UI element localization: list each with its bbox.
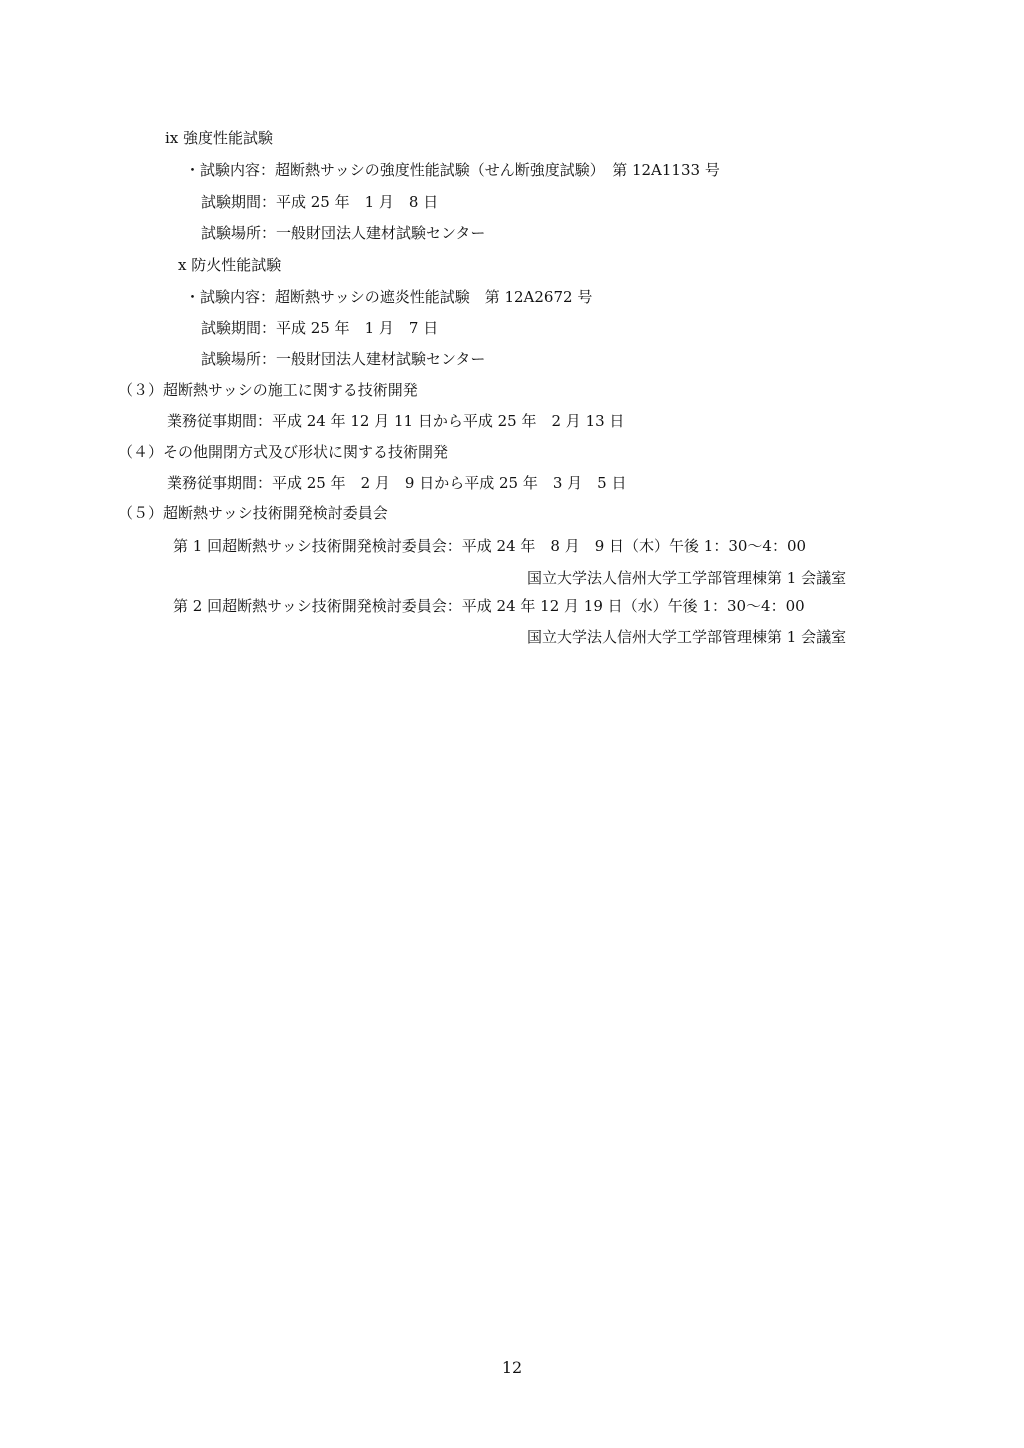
section-3-work-period: 業務従事期間：平成 24 年 12 月 11 日から平成 25 年 2 月 13 日 <box>167 412 625 430</box>
section-3-heading: （３）超断熱サッシの施工に関する技術開発 <box>118 381 418 399</box>
section-x-test-place: 試験場所：一般財団法人建材試験センター <box>201 350 486 368</box>
section-ix-test-place: 試験場所：一般財団法人建材試験センター <box>201 224 486 242</box>
section-4-work-period: 業務従事期間：平成 25 年 2 月 9 日から平成 25 年 3 月 5 日 <box>167 474 627 492</box>
meeting-1-venue: 国立大学法人信州大学工学部管理棟第 1 会議室 <box>527 569 847 587</box>
section-ix-heading: ⅸ 強度性能試験 <box>165 129 274 147</box>
section-ix-test-period: 試験期間：平成 25 年 1 月 8 日 <box>201 193 439 211</box>
meeting-2-schedule: 第 2 回超断熱サッシ技術開発検討委員会：平成 24 年 12 月 19 日（水）午後 1：30～4：00 <box>173 597 805 615</box>
section-4-heading: （４）その他開閉方式及び形状に関する技術開発 <box>118 443 449 461</box>
section-x-heading: ⅹ 防火性能試験 <box>178 256 282 274</box>
section-x-test-period: 試験期間：平成 25 年 1 月 7 日 <box>201 319 439 337</box>
section-x-test-content: ・試験内容：超断熱サッシの遮炎性能試験 第 12A2672 号 <box>185 288 593 306</box>
meeting-2-venue: 国立大学法人信州大学工学部管理棟第 1 会議室 <box>527 628 847 646</box>
section-5-heading: （５）超断熱サッシ技術開発検討委員会 <box>118 504 388 522</box>
page-number: 12 <box>501 1358 523 1377</box>
meeting-1-schedule: 第 1 回超断熱サッシ技術開発検討委員会：平成 24 年 8 月 9 日（木）午後 1：30～4：00 <box>173 537 807 555</box>
section-ix-test-content: ・試験内容：超断熱サッシの強度性能試験（せん断強度試験） 第 12A1133 号 <box>185 161 720 179</box>
